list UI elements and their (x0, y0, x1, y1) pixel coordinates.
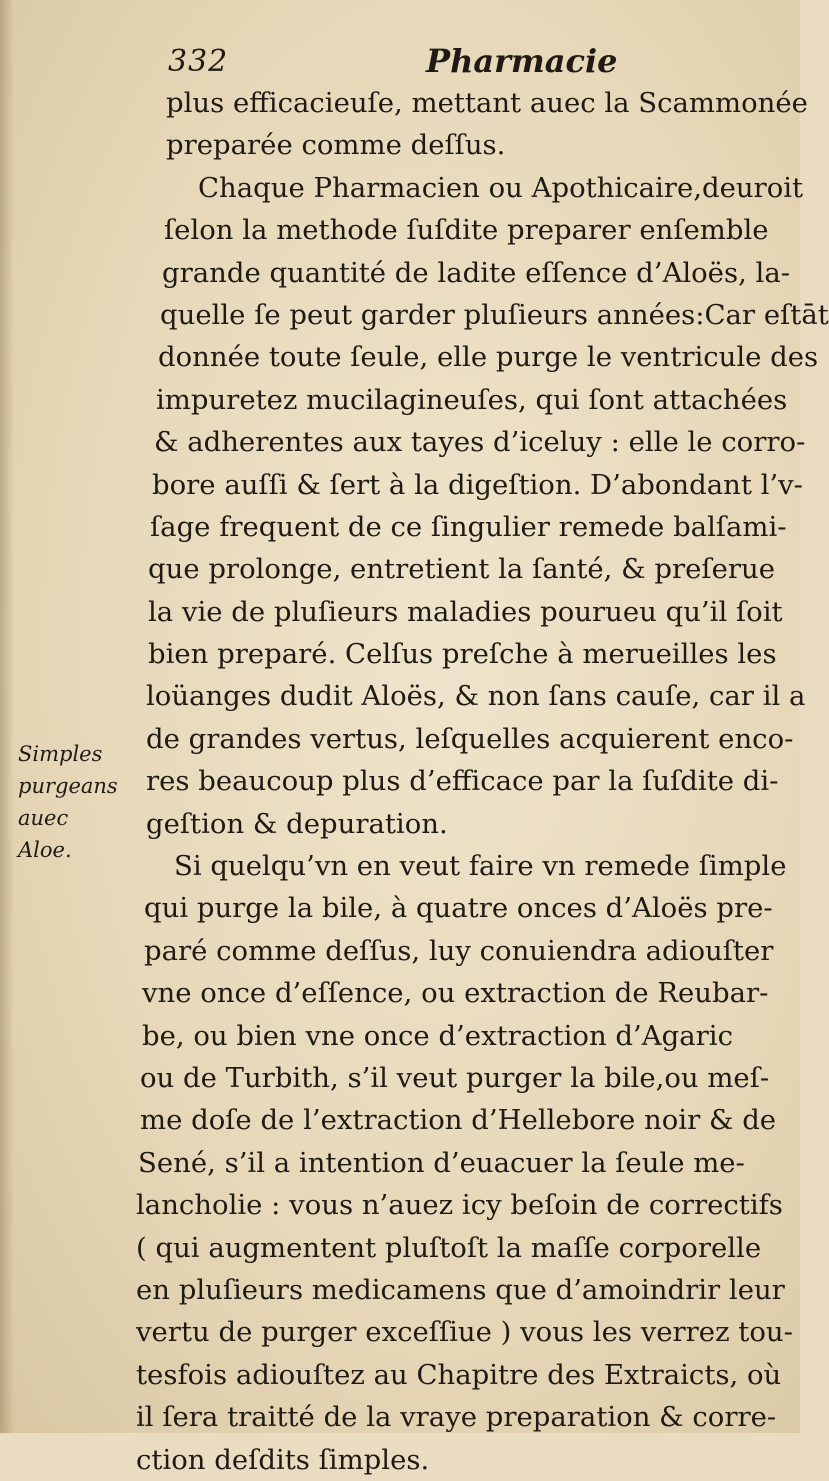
text-line: de grandes vertus, leſquelles acquierent enco- (146, 722, 794, 755)
margin-note-line: purgeans (18, 774, 118, 798)
text-line: bore auſſi & ſert à la digeſtion. D’abondant l’v- (152, 468, 803, 501)
text-line: & adherentes aux tayes d’iceluy : elle le corro- (154, 426, 806, 459)
margin-note-line: auec (18, 806, 69, 830)
margin-note (18, 738, 133, 866)
body-text (136, 82, 829, 1481)
text-line: vertu de purger exceſſiue ) vous les verrez tou- (136, 1316, 793, 1349)
page-header (168, 40, 768, 84)
text-line: ſage frequent de ce ſingulier remede balſami- (150, 510, 787, 543)
text-line: vne once d’eſſence, ou extraction de Reubar- (142, 977, 769, 1010)
text-line: grande quantité de ladite eſſence d’Aloës, la- (162, 256, 791, 289)
text-line: ction deſdits ſimples. (136, 1443, 430, 1476)
margin-note-line: Simples (18, 742, 103, 766)
text-line: geſtion & depuration. (146, 807, 448, 840)
text-line: me doſe de l’extraction d’Hellebore noir & de (140, 1104, 777, 1137)
text-line: preparée comme deſſus. (166, 129, 506, 162)
text-line: lancholie : vous n’auez icy beſoin de correctifs (136, 1189, 783, 1222)
text-line: la vie de pluſieurs maladies pourueu qu’il ſoit (148, 595, 783, 628)
text-line: ſelon la methode ſuſdite preparer enſemble (164, 214, 769, 247)
text-line: plus efficacieuſe, mettant auec la Scammonée (166, 87, 808, 119)
text-line: be, ou bien vne once d’extraction d’Agaric (142, 1019, 733, 1052)
text-line: ou de Turbith, s’il veut purger la bile,ou meſ- (140, 1061, 770, 1094)
running-title: Pharmacie (426, 42, 618, 80)
text-line: quelle ſe peut garder pluſieurs années:Car eſtāt (160, 298, 829, 331)
text-line: en pluſieurs medicamens que d’amoindrir leur (136, 1273, 785, 1306)
text-line: paré comme deſſus, luy conuiendra adiouſter (144, 934, 774, 967)
margin-note-line: Aloe. (18, 838, 72, 862)
text-line: loüanges dudit Aloës, & non ſans cauſe, car il a (146, 680, 806, 713)
text-line: Si quelqu’vn en veut faire vn remede ſimple (174, 850, 787, 883)
text-line: res beaucoup plus d’efficace par la ſuſdite di- (146, 765, 779, 798)
text-line: tesfois adiouſtez au Chapitre des Extraicts, où (136, 1358, 782, 1391)
text-line: Sené, s’il a intention d’euacuer la ſeule me- (138, 1146, 745, 1179)
text-line: il ſera traitté de la vraye preparation & corre- (136, 1401, 777, 1434)
text-line: impuretez mucilagineuſes, qui ſont attachées (156, 383, 788, 416)
text-line: que prolonge, entretient la ſanté, & preſerue (148, 553, 775, 586)
text-line: qui purge la bile, à quatre onces d’Aloës pre- (144, 892, 773, 925)
text-line: ( qui augmentent pluſtoſt la maſſe corporelle (136, 1231, 762, 1264)
text-line: bien preparé. Celſus preſche à merueilles les (148, 638, 777, 671)
text-line: donnée toute ſeule, elle purge le ventricule des (158, 341, 819, 374)
text-line: Chaque Pharmacien ou Apothicaire,deuroit (198, 171, 804, 204)
page-number: 332 (168, 44, 229, 79)
